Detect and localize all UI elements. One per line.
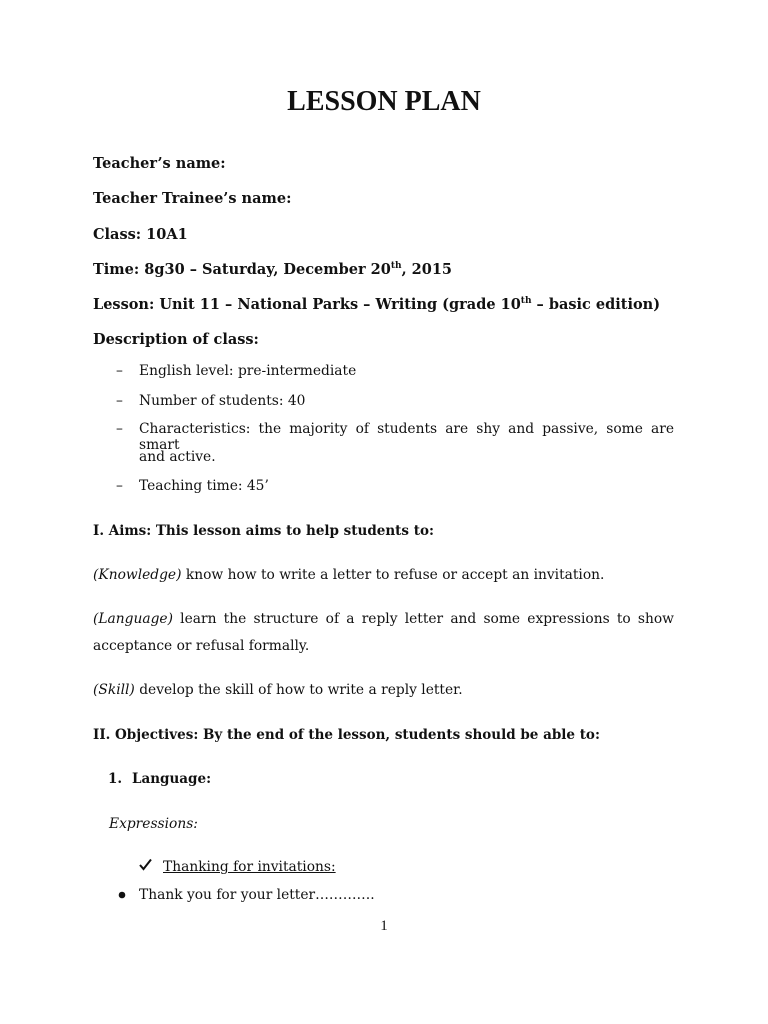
aim-language-line2: acceptance or refusal formally. <box>93 638 310 654</box>
class-line: Class: 10A1 <box>93 226 188 243</box>
list-dash: – <box>116 421 123 437</box>
expressions-label: Expressions: <box>109 816 198 832</box>
list-item: Number of students: 40 <box>139 393 306 409</box>
teacher-name-label: Teacher’s name: <box>93 155 226 172</box>
check-icon <box>139 858 152 871</box>
page-title: LESSON PLAN <box>287 86 481 117</box>
trainee-name-label: Teacher Trainee’s name: <box>93 190 292 207</box>
aims-heading: I. Aims: This lesson aims to help students to: <box>93 523 434 539</box>
list-item: English level: pre-intermediate <box>139 363 357 379</box>
objectives-sub-label: Language: <box>132 771 212 787</box>
objectives-heading: II. Objectives: By the end of the lesson, students should be able to: <box>93 727 600 743</box>
list-dash: – <box>116 478 123 494</box>
time-line: Time: 8g30 – Saturday, December 20th, 2015 <box>93 261 453 278</box>
list-item: Characteristics: the majority of students are shy and passive, some are smart <box>139 421 674 453</box>
description-heading: Description of class: <box>93 331 259 348</box>
list-dash: – <box>116 363 123 379</box>
aim-knowledge: (Knowledge) know how to write a letter to refuse or accept an invitation. <box>93 567 605 583</box>
page-number: 1 <box>380 918 388 934</box>
aim-language-line1: (Language) learn the structure of a reply letter and some expressions to show <box>93 611 674 627</box>
lesson-line: Lesson: Unit 11 – National Parks – Writing (grade 10th – basic edition) <box>93 296 661 313</box>
list-dash: – <box>116 393 123 409</box>
list-item-continuation: and active. <box>139 449 216 465</box>
check-item: Thanking for invitations: <box>163 859 336 875</box>
bullet-icon <box>118 891 126 899</box>
bullet-item: Thank you for your letter…………. <box>139 887 375 903</box>
aim-skill: (Skill) develop the skill of how to write a reply letter. <box>93 682 463 698</box>
list-item: Teaching time: 45’ <box>139 478 269 494</box>
objectives-sub-number: 1. <box>108 771 123 787</box>
